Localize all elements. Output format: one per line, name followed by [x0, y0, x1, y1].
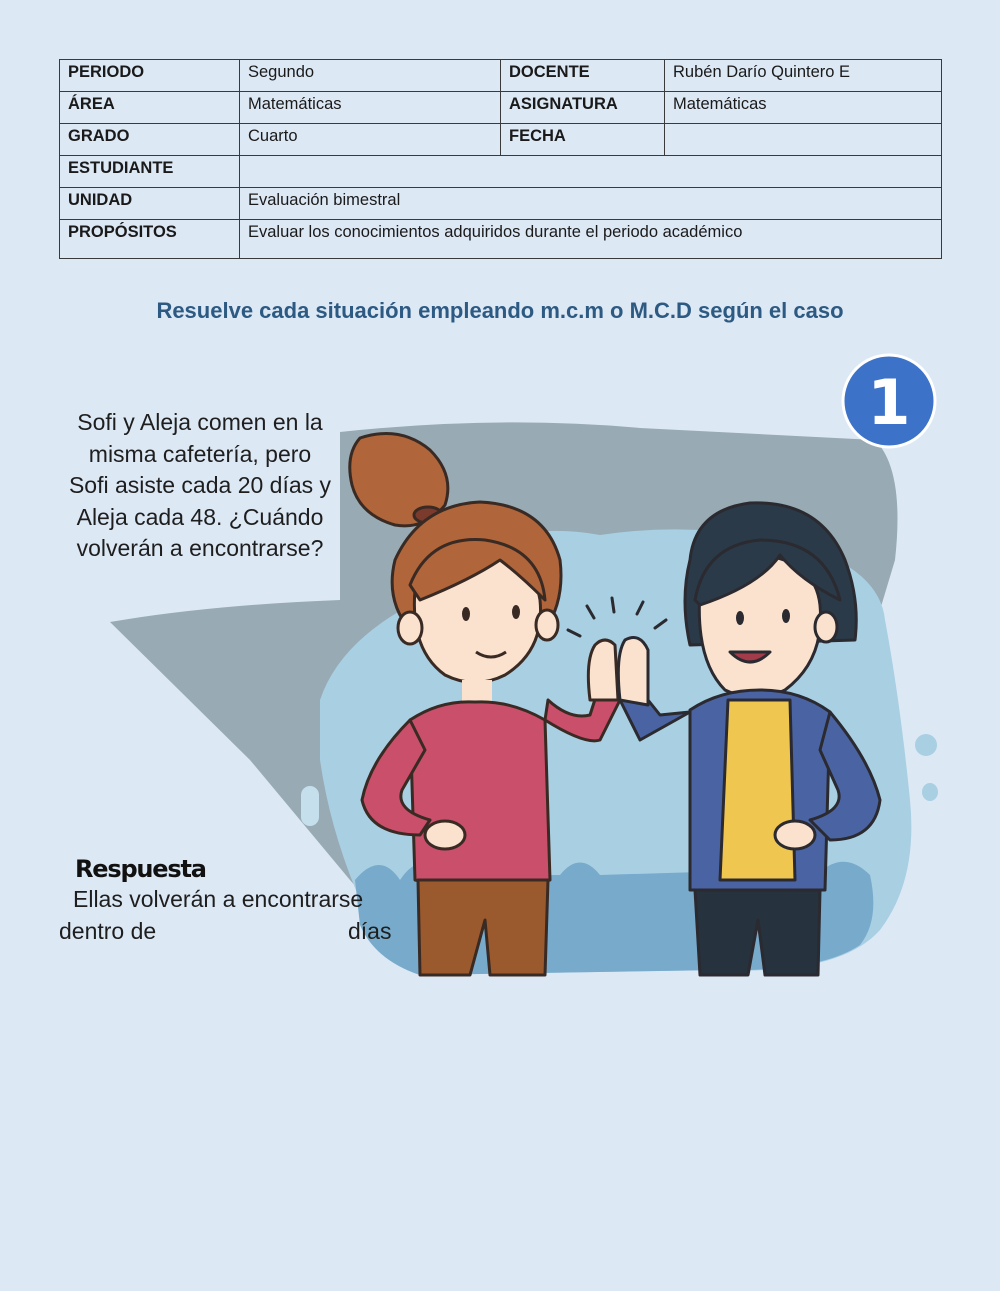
- unit-value: Evaluación bimestral: [240, 188, 942, 220]
- answer-sentence-prefix: dentro de: [59, 918, 157, 944]
- subject-value: Matemáticas: [665, 92, 942, 124]
- problem-number-badge: [841, 353, 937, 449]
- bubble-shape: [915, 734, 937, 756]
- question-line: volverán a encontrarse?: [76, 535, 324, 561]
- period-label: PERIODO: [60, 60, 240, 92]
- unit-label: UNIDAD: [60, 188, 240, 220]
- bubble-shape: [301, 786, 319, 826]
- answer-label: Respuesta: [75, 855, 206, 883]
- instruction-title: Resuelve cada situación empleando m.c.m o M.C.D según el caso: [156, 298, 844, 323]
- student-label: ESTUDIANTE: [60, 156, 240, 188]
- problem-number: 1: [867, 366, 911, 439]
- purposes-value: Evaluar los conocimientos adquiridos durante el periodo académico: [240, 220, 942, 259]
- grade-label: GRADO: [60, 124, 240, 156]
- bubble-shape: [922, 783, 938, 801]
- question-line: Aleja cada 48. ¿Cuándo: [76, 503, 324, 530]
- answer-sentence-line1: Ellas volverán a encontrarse: [73, 886, 364, 912]
- question-line: Sofi asiste cada 20 días y: [68, 472, 332, 498]
- question-line: Sofi y Aleja comen en la: [77, 409, 323, 435]
- area-value: Matemáticas: [240, 92, 501, 124]
- question-line: misma cafetería, pero: [88, 440, 312, 467]
- date-label: FECHA: [501, 124, 665, 156]
- answer-unit: días: [348, 918, 392, 944]
- grade-value: Cuarto: [240, 124, 501, 156]
- area-label: ÁREA: [60, 92, 240, 124]
- teacher-value: Rubén Darío Quintero E: [665, 60, 942, 92]
- purposes-label: PROPÓSITOS: [60, 220, 240, 259]
- period-value: Segundo: [240, 60, 501, 92]
- problem-question: [55, 407, 345, 565]
- answer-input[interactable]: [172, 919, 344, 947]
- subject-label: ASIGNATURA: [501, 92, 665, 124]
- teacher-label: DOCENTE: [501, 60, 665, 92]
